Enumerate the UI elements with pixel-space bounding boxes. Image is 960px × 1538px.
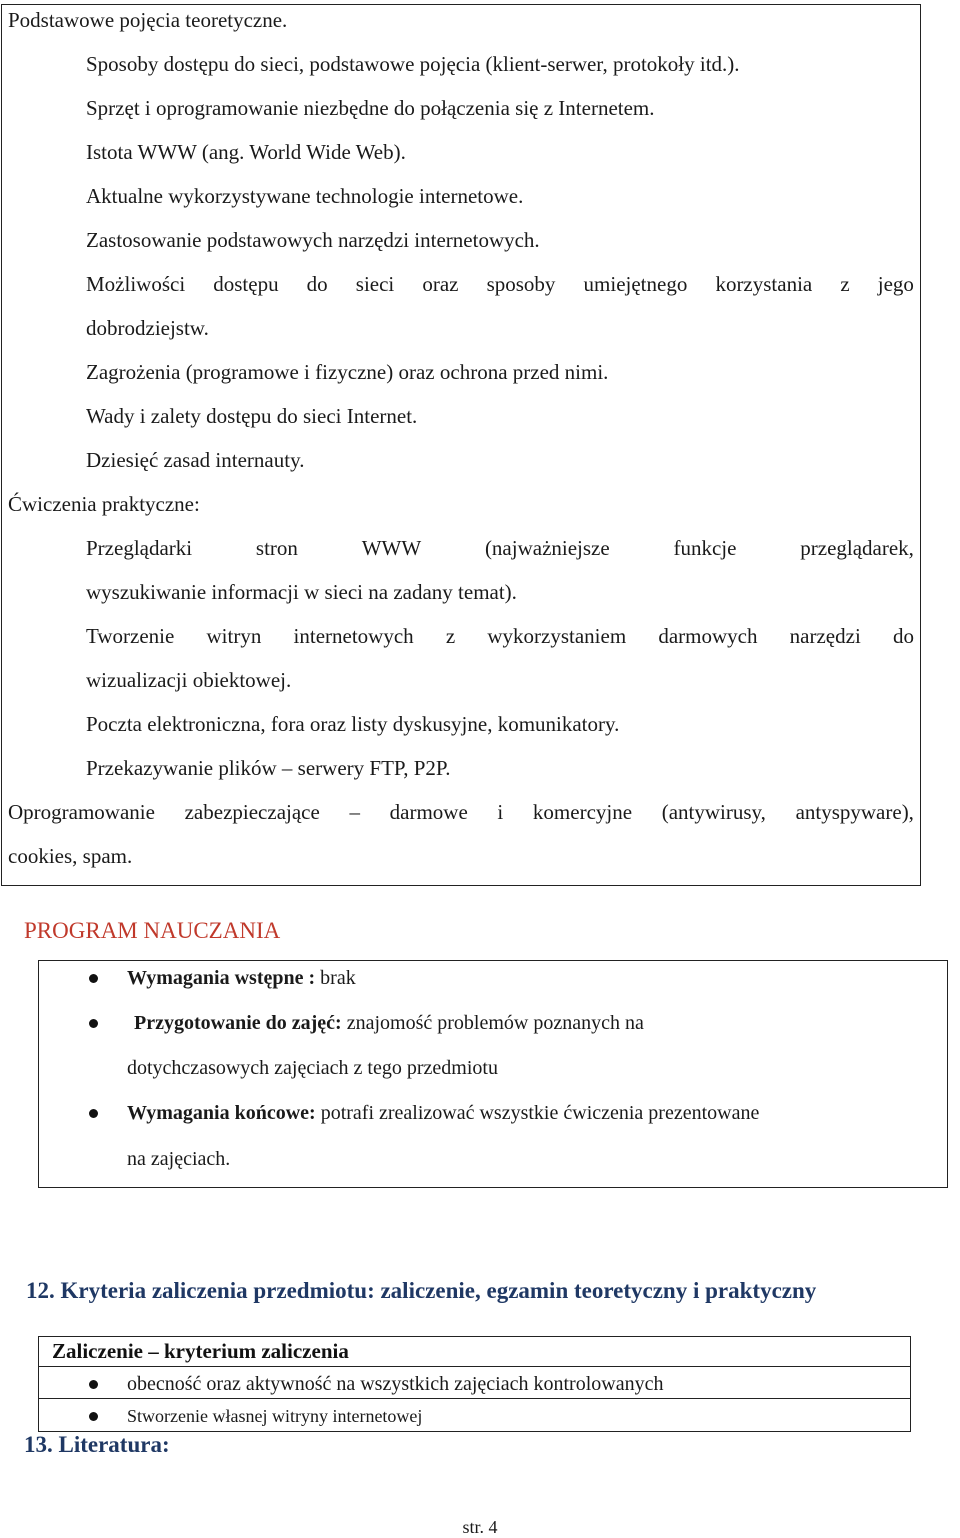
bullet-icon: [89, 974, 98, 983]
bullet-icon: [89, 1019, 98, 1028]
criteria-row: Stworzenie własnej witryny internetowej: [127, 1406, 423, 1426]
word: narzędzi: [789, 624, 861, 648]
security-software-line: [8, 799, 914, 825]
requirements-value: brak: [315, 967, 356, 989]
requirements-entry: [127, 965, 356, 991]
bullet-icon: [89, 1412, 98, 1421]
word: korzystania: [715, 272, 813, 296]
exercise-item-browsers: [86, 535, 914, 561]
word: Tworzenie: [86, 624, 175, 648]
topic-item: Dziesięć zasad internauty.: [86, 448, 305, 472]
theory-heading: Podstawowe pojęcia teoretyczne.: [8, 8, 288, 32]
exercise-item-websites: [86, 623, 914, 649]
final-requirements-label: Wymagania końcowe:: [127, 1102, 316, 1124]
word: darmowe: [389, 800, 468, 824]
page-number: str. 4: [462, 1517, 498, 1537]
word: oraz: [422, 272, 459, 296]
criteria-row: obecność oraz aktywność na wszystkich zajęciach kontrolowanych: [127, 1373, 664, 1395]
word: sposoby: [486, 272, 556, 296]
topics-box: [1, 4, 921, 886]
bullet-icon: [89, 1380, 98, 1389]
table-divider: [39, 1398, 910, 1399]
word: przeglądarek,: [800, 536, 914, 560]
exercises-heading: Ćwiczenia praktyczne:: [8, 492, 200, 516]
literature-heading: 13. Literatura:: [24, 1432, 170, 1457]
criteria-table-header: Zaliczenie – kryterium zaliczenia: [52, 1339, 349, 1363]
word: z: [445, 624, 456, 648]
requirements-label: Wymagania wstępne :: [127, 967, 316, 989]
word: (antywirusy,: [661, 800, 766, 824]
word: WWW: [361, 536, 422, 560]
topic-item: Zagrożenia (programowe i fizyczne) oraz ochrona przed nimi.: [86, 360, 609, 384]
preparation-entry: [134, 1010, 644, 1036]
word: do: [892, 624, 914, 648]
final-requirements-continuation: na zajęciach.: [127, 1148, 231, 1170]
word: (najważniejsze: [484, 536, 610, 560]
word: antyspyware),: [795, 800, 914, 824]
word: funkcje: [673, 536, 737, 560]
exercise-item: Poczta elektroniczna, fora oraz listy dyskusyjne, komunikatory.: [86, 712, 620, 736]
word: internetowych: [293, 624, 414, 648]
preparation-continuation: dotychczasowych zajęciach z tego przedmiotu: [127, 1057, 498, 1079]
word: umiejętnego: [583, 272, 688, 296]
word: Przeglądarki: [86, 536, 193, 560]
exercise-item-continuation: wizualizacji obiektowej.: [86, 668, 292, 692]
topic-item: Sposoby dostępu do sieci, podstawowe pojęcia (klient-serwer, protokoły itd.).: [86, 52, 740, 76]
exercise-item: Przekazywanie plików – serwery FTP, P2P.: [86, 756, 451, 780]
final-requirements-entry: [127, 1100, 759, 1126]
preparation-label: Przygotowanie do zajęć:: [134, 1012, 342, 1034]
word: witryn: [206, 624, 262, 648]
topic-item: Wady i zalety dostępu do sieci Internet.: [86, 404, 418, 428]
criteria-heading: 12. Kryteria zaliczenia przedmiotu: zaliczenie, egzamin teoretyczny i praktyczny: [26, 1278, 817, 1303]
word: wykorzystaniem: [487, 624, 627, 648]
topic-item: Sprzęt i oprogramowanie niezbędne do połączenia się z Internetem.: [86, 96, 655, 120]
word: sieci: [355, 272, 395, 296]
word: darmowych: [658, 624, 758, 648]
topic-item: Zastosowanie podstawowych narzędzi internetowych.: [86, 228, 540, 252]
word: stron: [255, 536, 298, 560]
word: i: [497, 800, 504, 824]
word: Oprogramowanie: [8, 800, 155, 824]
topic-item: Istota WWW (ang. World Wide Web).: [86, 140, 406, 164]
word: komercyjne: [532, 800, 633, 824]
word: do: [306, 272, 328, 296]
table-divider: [39, 1366, 910, 1367]
topic-item-possibilities: [86, 271, 914, 297]
exercise-item-continuation: wyszukiwanie informacji w sieci na zadany temat).: [86, 580, 517, 604]
word: –: [349, 800, 360, 824]
word: zabezpieczające: [184, 800, 320, 824]
final-requirements-value: potrafi zrealizować wszystkie ćwiczenia prezentowane: [315, 1102, 760, 1124]
preparation-value: znajomość problemów poznanych na: [341, 1012, 644, 1034]
security-software-continuation: cookies, spam.: [8, 844, 133, 868]
word: z: [840, 272, 850, 296]
word: dostępu: [213, 272, 279, 296]
program-title: PROGRAM NAUCZANIA: [24, 918, 281, 943]
word: jego: [877, 272, 914, 296]
bullet-icon: [89, 1109, 98, 1118]
topic-item: Aktualne wykorzystywane technologie internetowe.: [86, 184, 524, 208]
word: Możliwości: [86, 272, 186, 296]
topic-item-continuation: dobrodziejstw.: [86, 316, 209, 340]
